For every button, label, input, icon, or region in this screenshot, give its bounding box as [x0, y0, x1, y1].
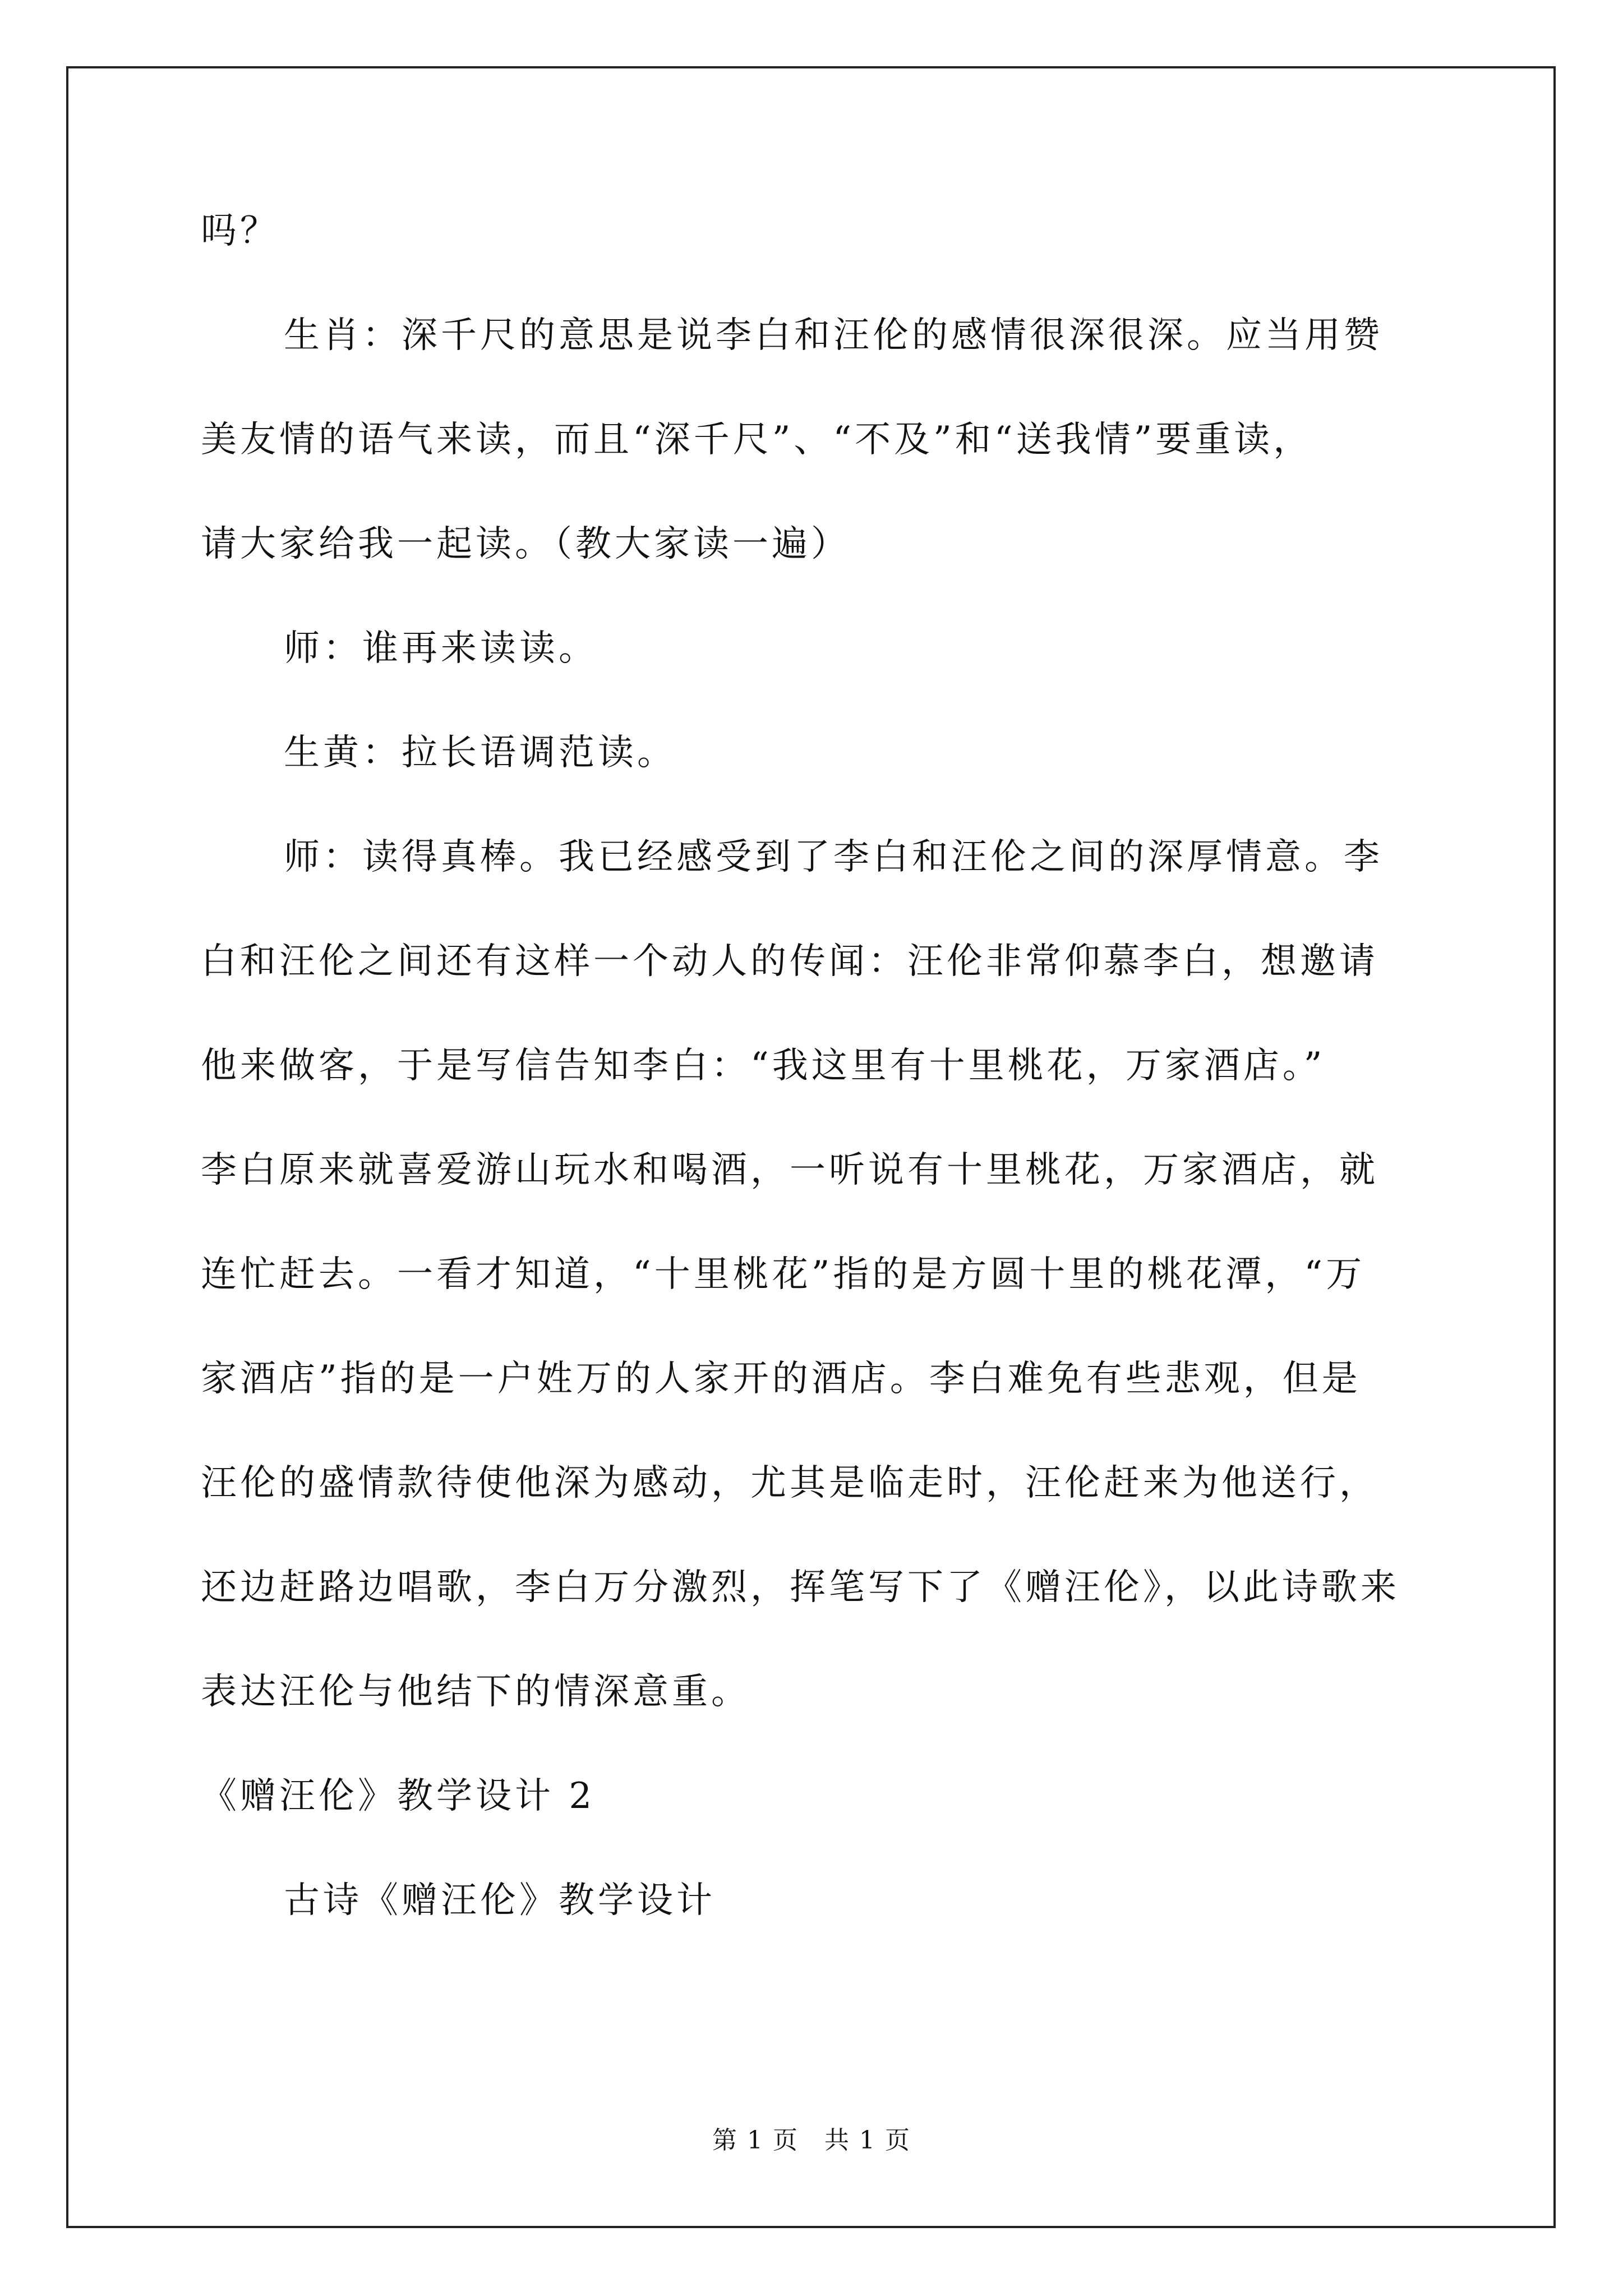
paragraph-line: 连忙赶去。一看才知道，“十里桃花”指的是方圆十里的桃花潭，“万 — [201, 1254, 1366, 1295]
paragraph-line: 请大家给我一起读。（教大家读一遍） — [201, 523, 850, 565]
section-heading: 《赠汪伦》教学设计 2 — [201, 1775, 596, 1817]
paragraph-line: 他来做客，于是写信告知李白：“我这里有十里桃花，万家酒店。” — [201, 1045, 1326, 1087]
paragraph-line: 师：谁再来读读。 — [284, 628, 598, 669]
paragraph-line: 家酒店”指的是一户姓万的人家开的酒店。李白难免有些悲观，但是 — [201, 1358, 1361, 1400]
page-footer: 第 1 页 共 1 页 — [712, 2126, 911, 2155]
paragraph-line: 师：读得真棒。我已经感受到了李白和汪伦之间的深厚情意。李 — [284, 836, 1383, 878]
paragraph-line: 生肖：深千尺的意思是说李白和汪伦的感情很深很深。应当用赞 — [284, 315, 1383, 356]
paragraph-line: 还边赶路边唱歌，李白万分激烈，挥笔写下了《赠汪伦》，以此诗歌来 — [201, 1567, 1400, 1608]
text-line: 吗？ — [201, 210, 279, 252]
paragraph-line: 表达汪伦与他结下的情深意重。 — [201, 1671, 750, 1713]
paragraph-line: 生黄：拉长语调范读。 — [284, 732, 676, 774]
paragraph-line: 美友情的语气来读，而且“深千尺”、“不及”和“送我情”要重读， — [201, 419, 1313, 461]
paragraph-line: 汪伦的盛情款待使他深为感动，尤其是临走时，汪伦赶来为他送行， — [201, 1462, 1378, 1504]
paragraph-line: 白和汪伦之间还有这样一个动人的传闻：汪伦非常仰慕李白，想邀请 — [201, 941, 1378, 982]
paragraph-line: 李白原来就喜爱游山玩水和喝酒，一听说有十里桃花，万家酒店，就 — [201, 1149, 1378, 1191]
subsection-title: 古诗《赠汪伦》教学设计 — [284, 1880, 716, 1921]
